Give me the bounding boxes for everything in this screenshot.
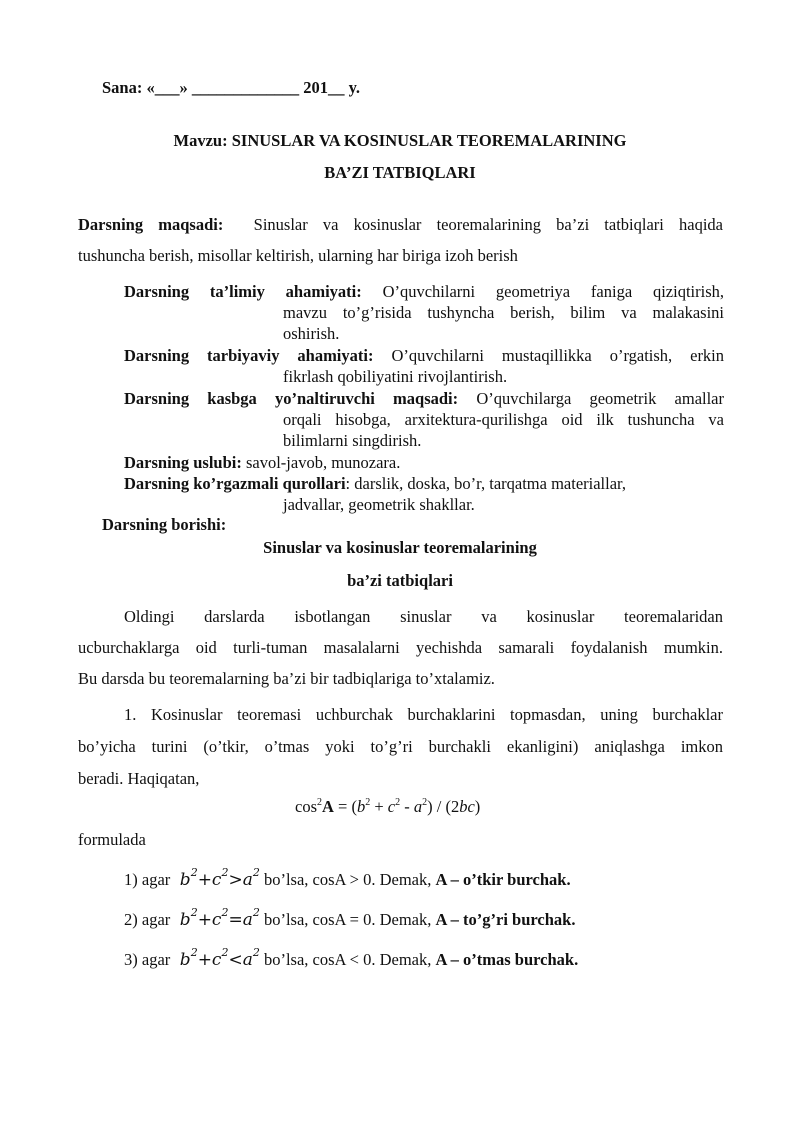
item-visual-aids: [124, 473, 724, 495]
case-right: [124, 906, 576, 930]
case-obtuse-condition: bo’lsa, cosA < 0. Demak,: [263, 950, 436, 969]
item-method-text: savol-javob, munozara.: [245, 453, 401, 472]
item-didactic-cont-2: oshirish.: [283, 324, 340, 343]
case-acute-result: A – o’tkir burchak.: [435, 870, 571, 889]
item-career-cont-1: orqali hisobga, arxitektura-qurilishga oid ilk tushuncha va: [283, 410, 724, 429]
item-career-text: O’quvchilarga geometrik amallar: [476, 389, 725, 408]
item-visual-aids-cont-1: jadvallar, geometrik shakllar.: [283, 495, 475, 514]
case-obtuse: [124, 946, 579, 970]
case-right-condition: bo’lsa, cosA = 0. Demak,: [263, 910, 436, 929]
goal-text-2: tushuncha berish, misollar keltirish, ularning har biriga izoh berish: [78, 246, 518, 265]
para1-line-2: ucburchaklarga oid turli-tuman masalalarni yechishda samarali foydalanish mumkin.: [78, 638, 723, 657]
item-educational: [124, 345, 724, 367]
case-obtuse-num: 3) agar: [124, 950, 171, 969]
item-educational-text: O’quvchilarni mustaqillikka o’rgatish, erkin: [391, 346, 725, 365]
topic-title-1: SINUSLAR VA KOSINUSLAR TEOREMALARINING: [231, 131, 627, 150]
section-title-2: ba’zi tatbiqlari: [347, 571, 453, 590]
item-didactic-cont-1: mavzu to’g’risida tushyncha berish, bilim va malakasini: [283, 303, 724, 322]
topic-title-2: BA’ZI TATBIQLARI: [324, 163, 476, 182]
item-didactic-text: O’quvchilarni geometriya faniga qiziqtirish,: [382, 282, 724, 301]
para1-line-3: Bu darsda bu teoremalarning ba’zi bir tadbiqlariga to’xtalamiz.: [78, 669, 495, 688]
case-right-relation: =: [228, 910, 243, 930]
case-acute-relation: >: [228, 870, 243, 890]
section-title-1: Sinuslar va kosinuslar teoremalarining: [263, 538, 537, 557]
case-right-result: A – to’g’ri burchak.: [435, 910, 576, 929]
item-didactic-label: Darsning ta’limiy ahamiyati:: [124, 282, 362, 301]
para1-line-1: Oldingi darslarda isbotlangan sinuslar va kosinuslar teoremalaridan: [124, 607, 723, 626]
case-right-num: 2) agar: [124, 910, 171, 929]
item-visual-aids-text: : darslik, doska, bo’r, tarqatma materiallar,: [345, 474, 626, 493]
case-obtuse-expression: $b^2+c^2<a^2$: [174, 946, 260, 970]
case-acute-condition: bo’lsa, cosA > 0. Demak,: [263, 870, 436, 889]
item-career: [124, 388, 724, 410]
item-educational-cont-1: fikrlash qobiliyatini rivojlantirish.: [283, 367, 508, 386]
case-acute-expression: $b^2+c^2>a^2$: [174, 866, 260, 890]
item-method-label: Darsning uslubi:: [124, 453, 242, 472]
goal-label: Darsning maqsadi:: [78, 215, 224, 234]
case-acute: [124, 866, 571, 890]
topic-prefix: Mavzu:: [173, 131, 232, 150]
item-career-label: Darsning kasbga yo’naltiruvchi maqsadi:: [124, 389, 459, 408]
case-obtuse-result: A – o’tmas burchak.: [435, 950, 579, 969]
lesson-progress-label: Darsning borishi:: [102, 515, 227, 534]
para2-line-1: 1. Kosinuslar teoremasi uchburchak burchaklarini topmasdan, uning burchaklar: [124, 705, 723, 724]
topic-line-1: [0, 131, 800, 151]
case-acute-num: 1) agar: [124, 870, 171, 889]
formulada-label: formulada: [78, 830, 146, 849]
item-career-cont-2: bilimlarni singdirish.: [283, 431, 422, 450]
item-didactic: [124, 281, 724, 303]
case-right-expression: $b^2+c^2=a^2$: [174, 906, 260, 930]
item-method: [124, 452, 724, 474]
cosine-formula: $\cos^2A = (b^2 + c^2 - a^2) / (2bc)$: [295, 797, 481, 816]
item-visual-aids-label: Darsning ko’rgazmali qurollari: [124, 474, 346, 493]
para2-line-2: bo’yicha turini (o’tkir, o’tmas yoki to’g’ri burchakli ekanligini) aniqlashga imkon: [78, 737, 723, 756]
para2-line-3: beradi. Haqiqatan,: [78, 769, 200, 788]
goal-line-1: [78, 210, 723, 240]
date-line: Sana: «___» _____________ 201__ y.: [102, 78, 361, 97]
case-obtuse-relation: <: [228, 950, 243, 970]
goal-text-1: Sinuslar va kosinuslar teoremalarining ba’zi tatbiqlari haqida: [253, 215, 723, 234]
item-educational-label: Darsning tarbiyaviy ahamiyati:: [124, 346, 374, 365]
